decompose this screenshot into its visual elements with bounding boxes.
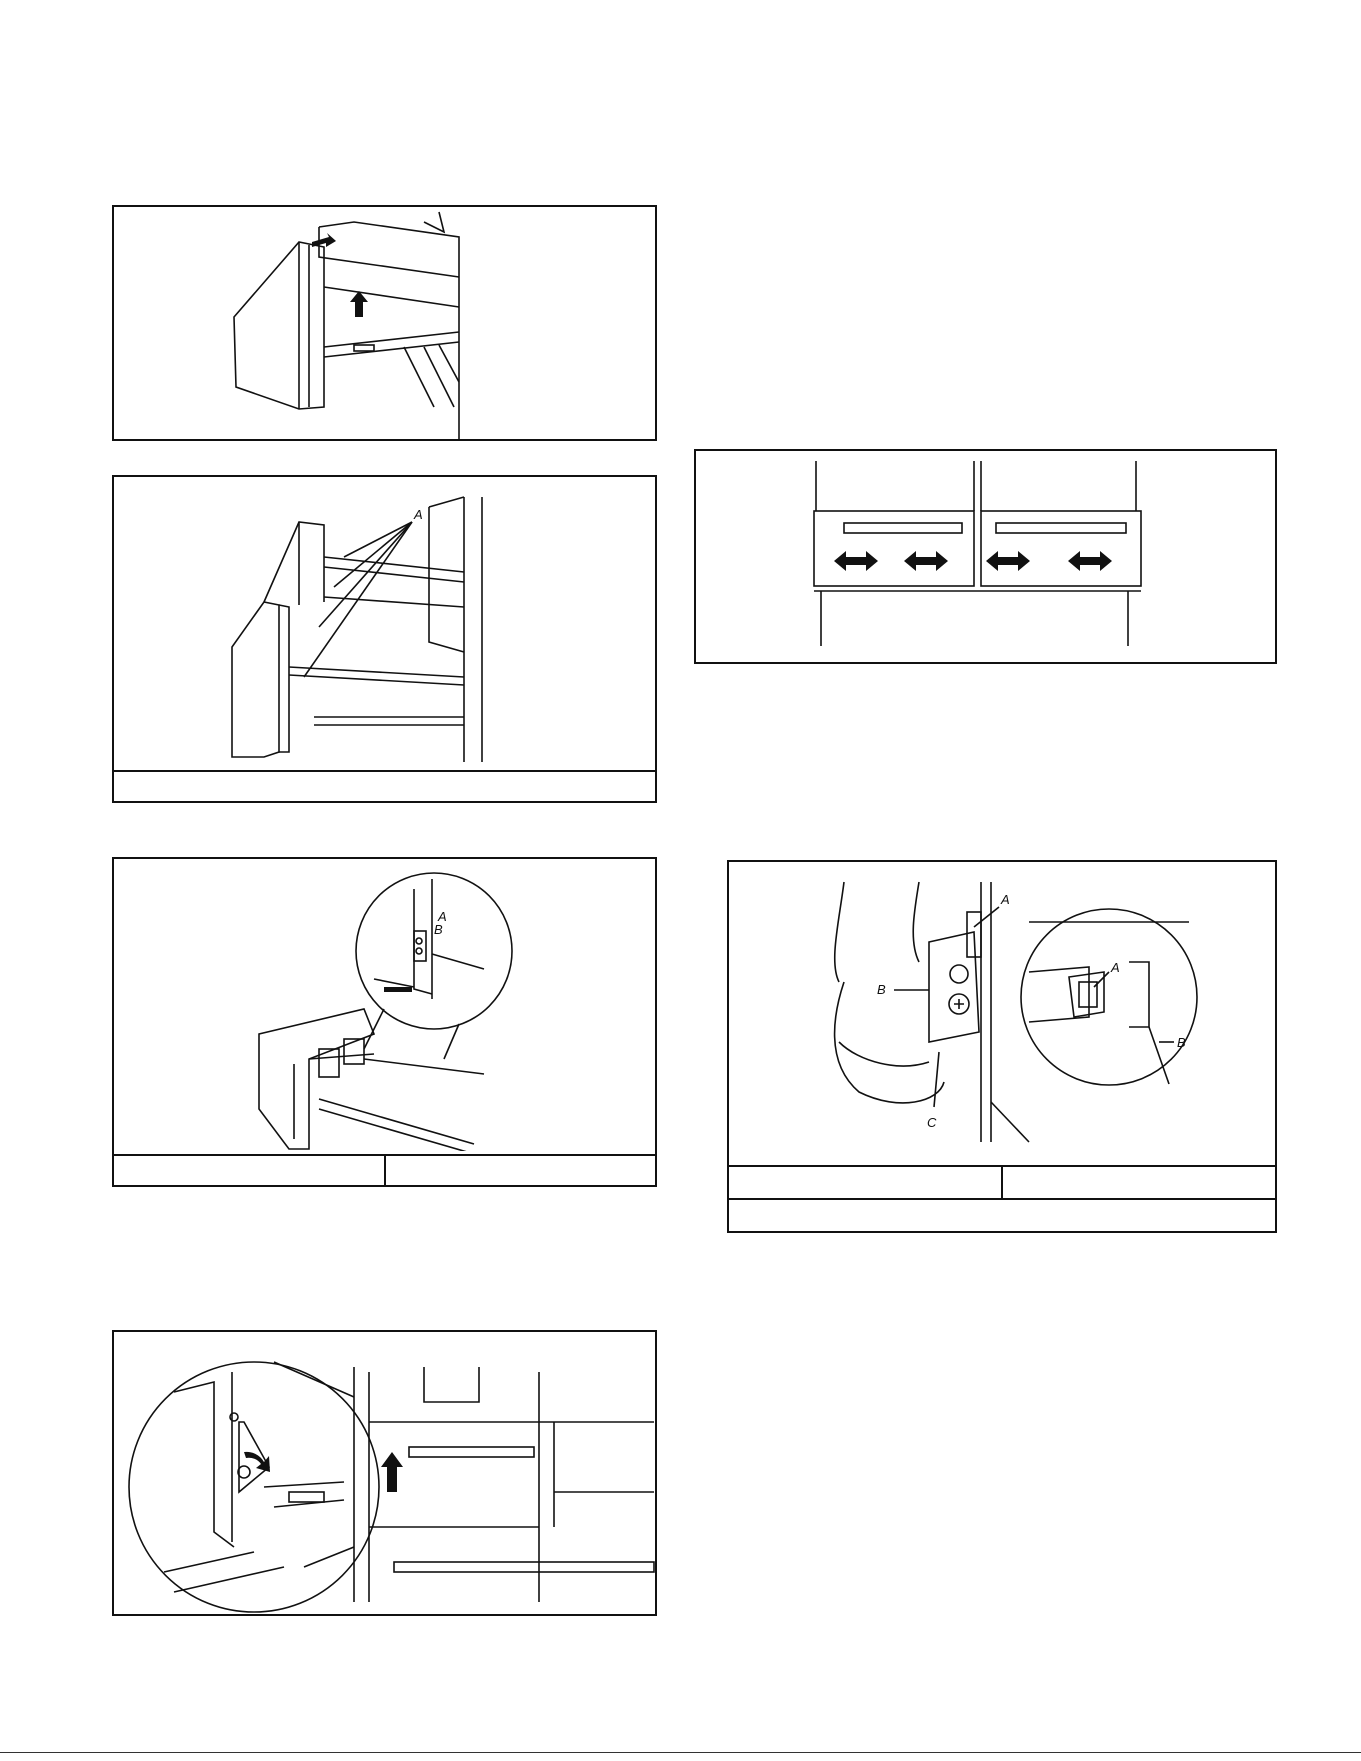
drawer-install-illustration [114,1332,655,1614]
page-bottom-rule [0,1752,1361,1753]
figure-clip-removal [112,857,657,1187]
callout-label-c: C [927,1115,937,1130]
figure-drawer-install [112,1330,657,1616]
hinge-detail-illustration [729,862,1275,1152]
caption-cell-left [114,1156,384,1187]
inset-label-b: B [1177,1035,1186,1050]
callout-label-a: A [438,909,447,924]
drawer-lift-illustration [114,207,655,439]
caption-cell [114,772,655,803]
callout-label-b: B [877,982,886,997]
figure-drawer-rails [112,475,657,803]
figure-hinge-detail [727,860,1277,1233]
caption-row [114,770,655,803]
caption-row-2 [729,1198,1275,1233]
caption-cell-right [384,1156,656,1187]
callout-label-a: A [414,507,423,522]
caption-cell [729,1200,1275,1233]
drawer-align-illustration [696,451,1275,662]
caption-row-1 [729,1165,1275,1198]
caption-cell-right [1001,1167,1275,1198]
double-arrow-icons [834,551,1112,571]
caption-cell-left [729,1167,1001,1198]
drawer-rails-illustration [114,477,655,770]
inset-label-a: A [1111,960,1120,975]
callout-label-a: A [1001,892,1010,907]
figure-drawer-align [694,449,1277,664]
caption-row [114,1154,655,1187]
clip-removal-illustration [114,859,655,1151]
callout-label-b: B [434,922,443,937]
figure-lift-drawer-front [112,205,657,441]
